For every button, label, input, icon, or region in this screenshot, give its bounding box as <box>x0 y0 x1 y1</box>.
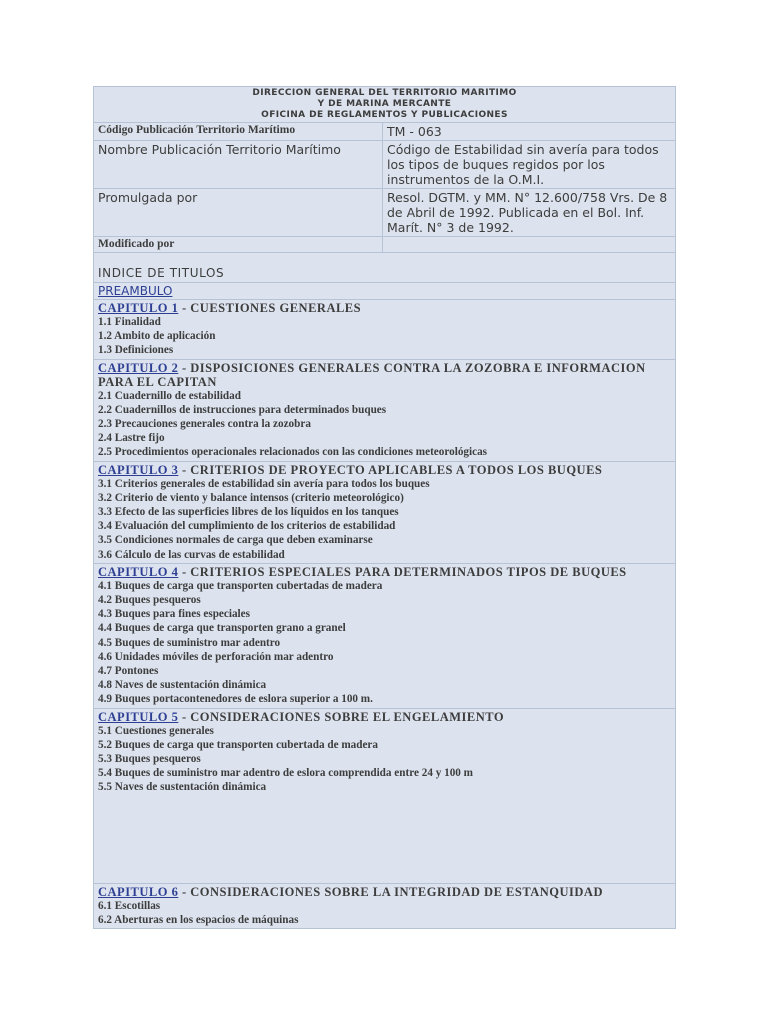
index-item: 2.1 Cuadernillo de estabilidad <box>98 389 241 402</box>
chapter-title: CRITERIOS ESPECIALES PARA DETERMINADOS TIPOS DE BUQUES <box>190 564 627 579</box>
chapter-section <box>94 883 676 928</box>
index-item: 3.5 Condiciones normales de carga que deben examinarse <box>98 534 373 547</box>
index-item: 4.2 Buques pesqueros <box>98 594 201 607</box>
chapter-link[interactable]: CAPITULO 2 <box>98 360 179 375</box>
promulgada-label: Promulgada por <box>94 189 383 237</box>
index-item: 6.1 Escotillas <box>98 899 161 912</box>
chapter-title: CRITERIOS DE PROYECTO APLICABLES A TODOS LOS BUQUES <box>190 462 603 477</box>
chapter-heading <box>98 361 671 389</box>
chapter-separator: - <box>178 564 191 579</box>
index-item: 4.6 Unidades móviles de perforación mar adentro <box>98 650 334 663</box>
index-item: 2.2 Cuadernillos de instrucciones para determinados buques <box>98 403 387 416</box>
chapter-title: CONSIDERACIONES SOBRE LA INTEGRIDAD DE ESTANQUIDAD <box>190 884 603 899</box>
index-item: 4.7 Pontones <box>98 665 159 678</box>
index-item: 3.4 Evaluación del cumplimiento de los criterios de estabilidad <box>98 520 396 533</box>
modificado-value <box>383 237 676 253</box>
index-item: 3.2 Criterio de viento y balance intensos (criterio meteorológico) <box>98 491 404 504</box>
chapter-heading <box>98 710 671 724</box>
chapter-section <box>94 300 676 360</box>
chapter-section <box>94 461 676 563</box>
nombre-value: Código de Estabilidad sin avería para todos los tipos de buques regidos por los instrumentos de la O.M.I. <box>383 141 676 189</box>
index-item: 4.5 Buques de suministro mar adentro <box>98 636 281 649</box>
index-item: 4.1 Buques de carga que transporten cubertadas de madera <box>98 579 383 592</box>
index-item: 5.2 Buques de carga que transporten cubertada de madera <box>98 738 378 751</box>
index-item: 4.4 Buques de carga que transporten grano a granel <box>98 622 346 635</box>
chapter-title: CUESTIONES GENERALES <box>190 301 362 315</box>
chapter-link[interactable]: CAPITULO 6 <box>98 884 179 899</box>
index-item: 5.1 Cuestiones generales <box>98 724 214 737</box>
index-item: 3.3 Efecto de las superficies libres de los líquidos en los tanques <box>98 506 399 519</box>
chapter-title: CONSIDERACIONES SOBRE EL ENGELAMIENTO <box>190 709 505 724</box>
index-item: 2.4 Lastre fijo <box>98 432 165 445</box>
index-item: 1.3 Definiciones <box>98 344 174 357</box>
index-item: 1.1 Finalidad <box>98 316 161 328</box>
chapter-link[interactable]: CAPITULO 5 <box>98 709 179 724</box>
index-item: 4.8 Naves de sustentación dinámica <box>98 679 267 692</box>
index-item: 5.3 Buques pesqueros <box>98 753 201 766</box>
chapter-heading <box>98 463 671 477</box>
chapter-link[interactable]: CAPITULO 3 <box>98 462 179 477</box>
chapter-separator: - <box>178 709 191 724</box>
preambulo-link[interactable]: PREAMBULO <box>98 284 173 298</box>
index-item: 3.1 Criterios generales de estabilidad sin avería para todos los buques <box>98 477 430 490</box>
chapter-separator: - <box>178 884 191 899</box>
index-item: 1.2 Ambito de aplicación <box>98 330 216 343</box>
index-item: 3.6 Cálculo de las curvas de estabilidad <box>98 548 285 561</box>
promulgada-value: Resol. DGTM. y MM. N° 12.600/758 Vrs. De 8 de Abril de 1992. Publicada en el Bol. Inf. Marít. N° 3 de 1992. <box>383 189 676 237</box>
chapter-separator: - <box>178 462 191 477</box>
chapter-link[interactable]: CAPITULO 4 <box>98 564 179 579</box>
codigo-value: TM - 063 <box>383 123 676 141</box>
header-line-3: OFICINA DE REGLAMENTOS Y PUBLICACIONES <box>261 110 508 120</box>
chapter-link[interactable]: CAPITULO 1 <box>98 301 179 315</box>
chapter-section <box>94 708 676 883</box>
index-item: 5.5 Naves de sustentación dinámica <box>98 781 267 794</box>
header-line-2: Y DE MARINA MERCANTE <box>317 99 452 109</box>
chapter-heading <box>98 301 671 315</box>
index-item: 6.2 Aberturas en los espacios de máquinas <box>98 913 299 926</box>
preambulo-cell <box>94 283 676 300</box>
index-item: 2.3 Precauciones generales contra la zozobra <box>98 418 311 431</box>
chapter-heading <box>98 885 671 899</box>
nombre-label: Nombre Publicación Territorio Marítimo <box>94 141 383 189</box>
chapter-heading <box>98 565 671 579</box>
index-item: 2.5 Procedimientos operacionales relacionados con las condiciones meteorológicas <box>98 446 488 459</box>
index-title: INDICE DE TITULOS <box>94 253 676 283</box>
index-item: 4.3 Buques para fines especiales <box>98 608 250 621</box>
index-item: 4.9 Buques portacontenedores de eslora superior a 100 m. <box>98 693 373 706</box>
chapter-separator: - <box>178 360 191 375</box>
publication-table <box>93 86 676 929</box>
chapter-title: DISPOSICIONES GENERALES CONTRA LA ZOZOBRA E INFORMACION PARA EL CAPITAN <box>98 360 646 389</box>
chapter-section <box>94 359 676 461</box>
chapter-section <box>94 563 676 708</box>
codigo-label: Código Publicación Territorio Marítimo <box>94 123 383 141</box>
chapter-separator: - <box>178 301 191 315</box>
index-item: 5.4 Buques de suministro mar adentro de eslora comprendida entre 24 y 100 m <box>98 767 473 780</box>
modificado-label: Modificado por <box>94 237 383 253</box>
header-line-1: DIRECCION GENERAL DEL TERRITORIO MARITIMO <box>252 88 517 98</box>
document-header <box>94 87 676 123</box>
